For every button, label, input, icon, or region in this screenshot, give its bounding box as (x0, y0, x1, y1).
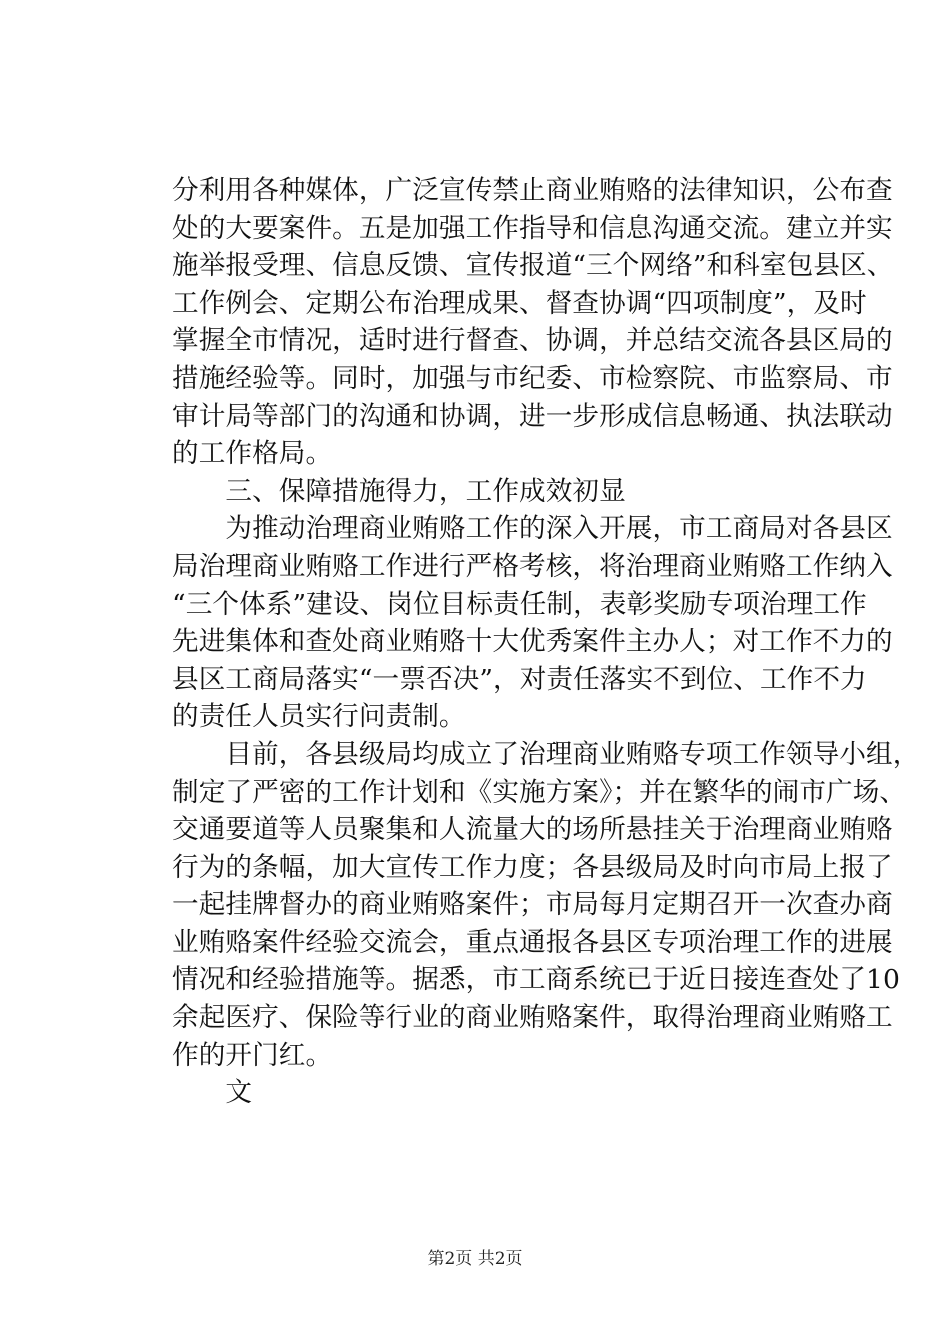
section-heading: 三、保障措施得力，工作成效初显 (172, 475, 626, 507)
text-line: 县区工商局落实“一票否决”，对责任落实不到位、工作不力 (172, 663, 867, 695)
document-body (172, 172, 920, 1112)
text-line: 作的开门红。 (172, 1039, 333, 1071)
text-line: 业贿赂案件经验交流会，重点通报各县区专项治理工作的进展 (172, 926, 893, 958)
page-number-footer: 第2页 共2页 (427, 1249, 523, 1269)
text-line: 目前，各县级局均成立了治理商业贿赂专项工作领导小组， (172, 738, 920, 770)
text-line: 情况和经验措施等。据悉，市工商系统已于近日接连查处了10 (172, 964, 901, 996)
text-line: 的工作格局。 (172, 438, 333, 470)
text-line: 局治理商业贿赂工作进行严格考核，将治理商业贿赂工作纳入 (172, 550, 893, 582)
text-line: 行为的条幅，加大宣传工作力度；各县级局及时向市局上报了 (172, 851, 893, 883)
text-line: 处的大要案件。五是加强工作指导和信息沟通交流。建立并实 (172, 212, 893, 244)
text-line: 交通要道等人员聚集和人流量大的场所悬挂关于治理商业贿赂 (172, 814, 893, 846)
text-line: 工作例会、定期公布治理成果、督查协调“四项制度”，及时 (172, 287, 867, 319)
text-line: 的责任人员实行问责制。 (172, 701, 466, 733)
text-line: 审计局等部门的沟通和协调，进一步形成信息畅通、执法联动 (172, 400, 893, 432)
text-line: 一起挂牌督办的商业贿赂案件；市局每月定期召开一次查办商 (172, 889, 893, 921)
text-line: “三个体系”建设、岗位目标责任制，表彰奖励专项治理工作 (172, 588, 867, 620)
text-line: 余起医疗、保险等行业的商业贿赂案件，取得治理商业贿赂工 (172, 1002, 893, 1034)
text-line: 制定了严密的工作计划和《实施方案》；并在繁华的闹市广场、 (172, 776, 907, 808)
text-line: 分利用各种媒体，广泛宣传禁止商业贿赂的法律知识，公布查 (172, 175, 893, 206)
text-line: 掌握全市情况，适时进行督查、协调，并总结交流各县区局的 (172, 325, 893, 357)
text-line: 文 (172, 1077, 253, 1109)
text-line: 施举报受理、信息反馈、宣传报道“三个网络”和科室包县区、 (172, 250, 894, 282)
text-line: 先进集体和查处商业贿赂十大优秀案件主办人；对工作不力的 (172, 626, 893, 658)
text-line: 措施经验等。同时，加强与市纪委、市检察院、市监察局、市 (172, 362, 893, 394)
text-line: 为推动治理商业贿赂工作的深入开展，市工商局对各县区 (172, 513, 893, 545)
